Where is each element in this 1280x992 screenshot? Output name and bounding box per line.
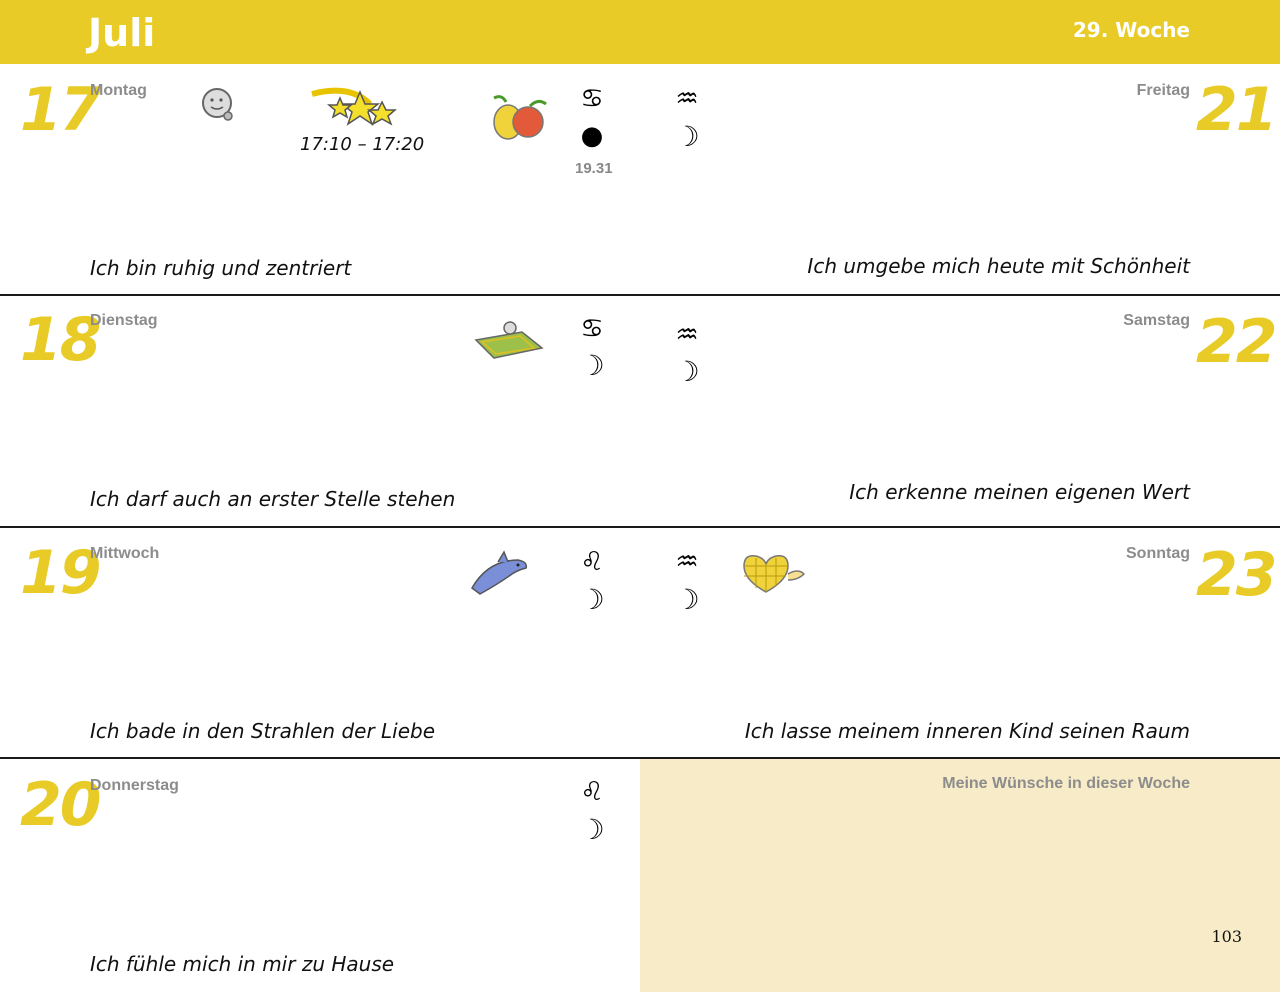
- day-number-18: 18: [20, 305, 100, 375]
- day-name-saturday: Samstag: [1123, 312, 1190, 329]
- row-divider: [0, 526, 1280, 528]
- day-name-monday: Montag: [90, 82, 147, 99]
- moon-face-icon: [200, 86, 236, 124]
- affirmation-monday: Ich bin ruhig und zentriert: [90, 256, 352, 280]
- waxing-moon-icon: ☽: [674, 120, 700, 153]
- waxing-moon-icon: ☽: [579, 813, 605, 846]
- day-number-20: 20: [20, 770, 100, 840]
- day-number-23: 23: [1196, 540, 1276, 610]
- waxing-moon-icon: ☽: [674, 583, 700, 616]
- day-number-17: 17: [20, 75, 100, 145]
- waxing-moon-icon: ☽: [579, 349, 605, 382]
- moon-phase-time: 19.31: [575, 160, 613, 177]
- leo-sign-icon: ♌: [580, 777, 604, 807]
- affirmation-tuesday: Ich darf auch an erster Stelle stehen: [90, 487, 456, 511]
- shooting-stars-icon: [310, 84, 402, 134]
- dolphin-icon: [468, 550, 530, 598]
- month-title: Juli: [88, 11, 156, 55]
- waxing-moon-icon: ☽: [579, 583, 605, 616]
- month-header: [0, 0, 1280, 64]
- page-number: 103: [1211, 927, 1242, 946]
- weekly-wishes-title: Meine Wünsche in dieser Woche: [942, 775, 1190, 792]
- day-number-22: 22: [1196, 307, 1276, 377]
- aquarius-sign-icon: ♒: [675, 547, 699, 577]
- day-number-19: 19: [20, 538, 100, 608]
- leo-sign-icon: ♌: [580, 547, 604, 577]
- day-name-sunday: Sonntag: [1126, 545, 1190, 562]
- affirmation-friday: Ich umgebe mich heute mit Schönheit: [807, 254, 1190, 278]
- row-divider: [0, 294, 1280, 296]
- fruit-icon: [486, 92, 552, 144]
- weekly-wishes-box: [640, 759, 1280, 992]
- new-moon-icon: ●: [580, 121, 604, 151]
- day-number-21: 21: [1196, 75, 1276, 145]
- affirmation-wednesday: Ich bade in den Strahlen der Liebe: [90, 719, 436, 743]
- week-label: 29. Woche: [1072, 18, 1190, 42]
- heart-hand-icon: [740, 552, 806, 596]
- meditation-time: 17:10 – 17:20: [300, 134, 425, 155]
- cancer-sign-icon: ♋: [580, 84, 604, 114]
- affirmation-thursday: Ich fühle mich in mir zu Hause: [90, 952, 395, 976]
- day-name-tuesday: Dienstag: [90, 312, 158, 329]
- affirmation-saturday: Ich erkenne meinen eigenen Wert: [849, 480, 1190, 504]
- aquarius-sign-icon: ♒: [675, 320, 699, 350]
- affirmation-sunday: Ich lasse meinem inneren Kind seinen Raum: [744, 719, 1190, 743]
- waxing-moon-icon: ☽: [674, 355, 700, 388]
- cancer-sign-icon: ♋: [580, 314, 604, 344]
- aquarius-sign-icon: ♒: [675, 84, 699, 114]
- day-name-friday: Freitag: [1136, 82, 1190, 99]
- day-name-wednesday: Mittwoch: [90, 545, 160, 562]
- flying-carpet-icon: [474, 318, 544, 364]
- day-name-thursday: Donnerstag: [90, 777, 179, 794]
